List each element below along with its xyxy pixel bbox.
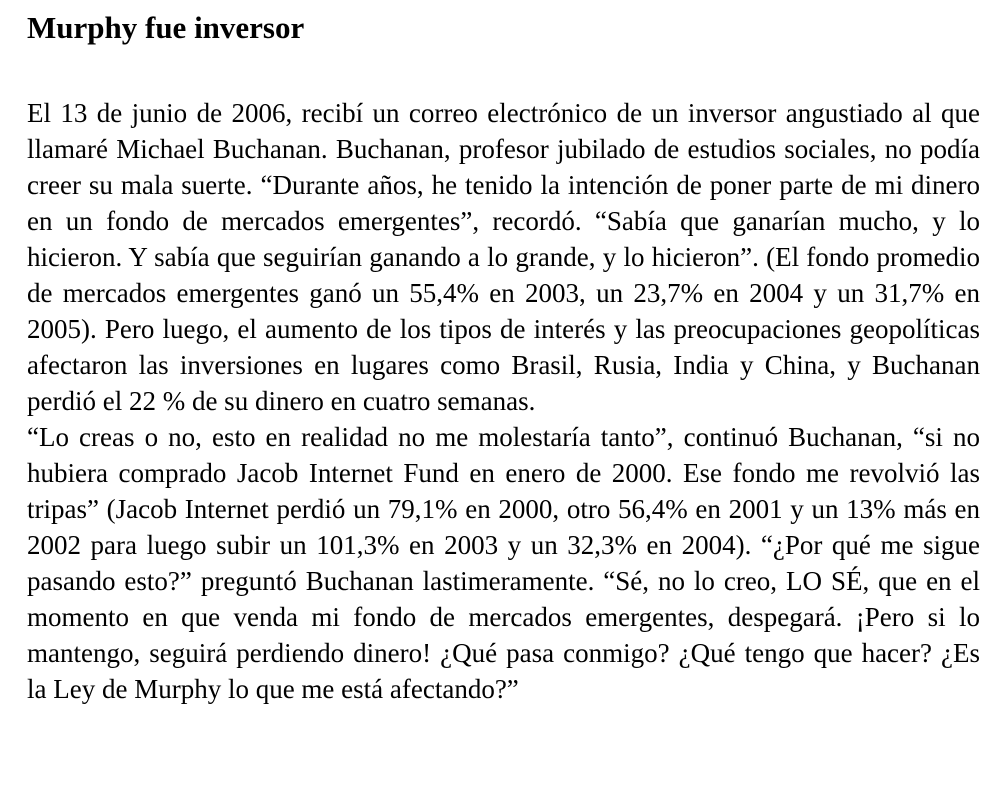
paragraph-2: “Lo creas o no, esto en realidad no me molestaría tanto”, continuó Buchanan, “si no hubiera comprado Jacob Internet Fund en enero de 2000. Ese fondo me revolvió las tripas” (Jacob Internet perdió un 79,1% en 2000, otro 56,4% en 2001 y un 13% más en 2002 para luego subir un 101,3% en 2003 y un 32,3% en 2004). “¿Por qué me sigue pasando esto?” preguntó Buchanan lastimeramente. “Sé, no lo creo, LO SÉ, que en el momento en que venda mi fondo de mercados emergentes, despegará. ¡Pero si lo mantengo, seguirá perdiendo dinero! ¿Qué pasa conmigo? ¿Qué tengo que hacer? ¿Es la Ley de Murphy lo que me está afectando?” <box>27 422 980 704</box>
paragraph-1: El 13 de junio de 2006, recibí un correo electrónico de un inversor angustiado al que llamaré Michael Buchanan. Buchanan, profesor jubilado de estudios sociales, no podía creer su mala suerte. “Durante años, he tenido la intención de poner parte de mi dinero en un fondo de mercados emergentes”, recordó. “Sabía que ganarían mucho, y lo hicieron. Y sabía que seguirían ganando a lo grande, y lo hicieron”. (El fondo promedio de mercados emergentes ganó un 55,4% en 2003, un 23,7% en 2004 y un 31,7% en 2005). Pero luego, el aumento de los tipos de interés y las preocupaciones geopolíticas afectaron las inversiones en lugares como Brasil, Rusia, India y China, y Buchanan perdió el 22 % de su dinero en cuatro semanas. <box>27 98 980 416</box>
document-page <box>27 8 980 707</box>
document-title: Murphy fue inversor <box>27 10 305 45</box>
